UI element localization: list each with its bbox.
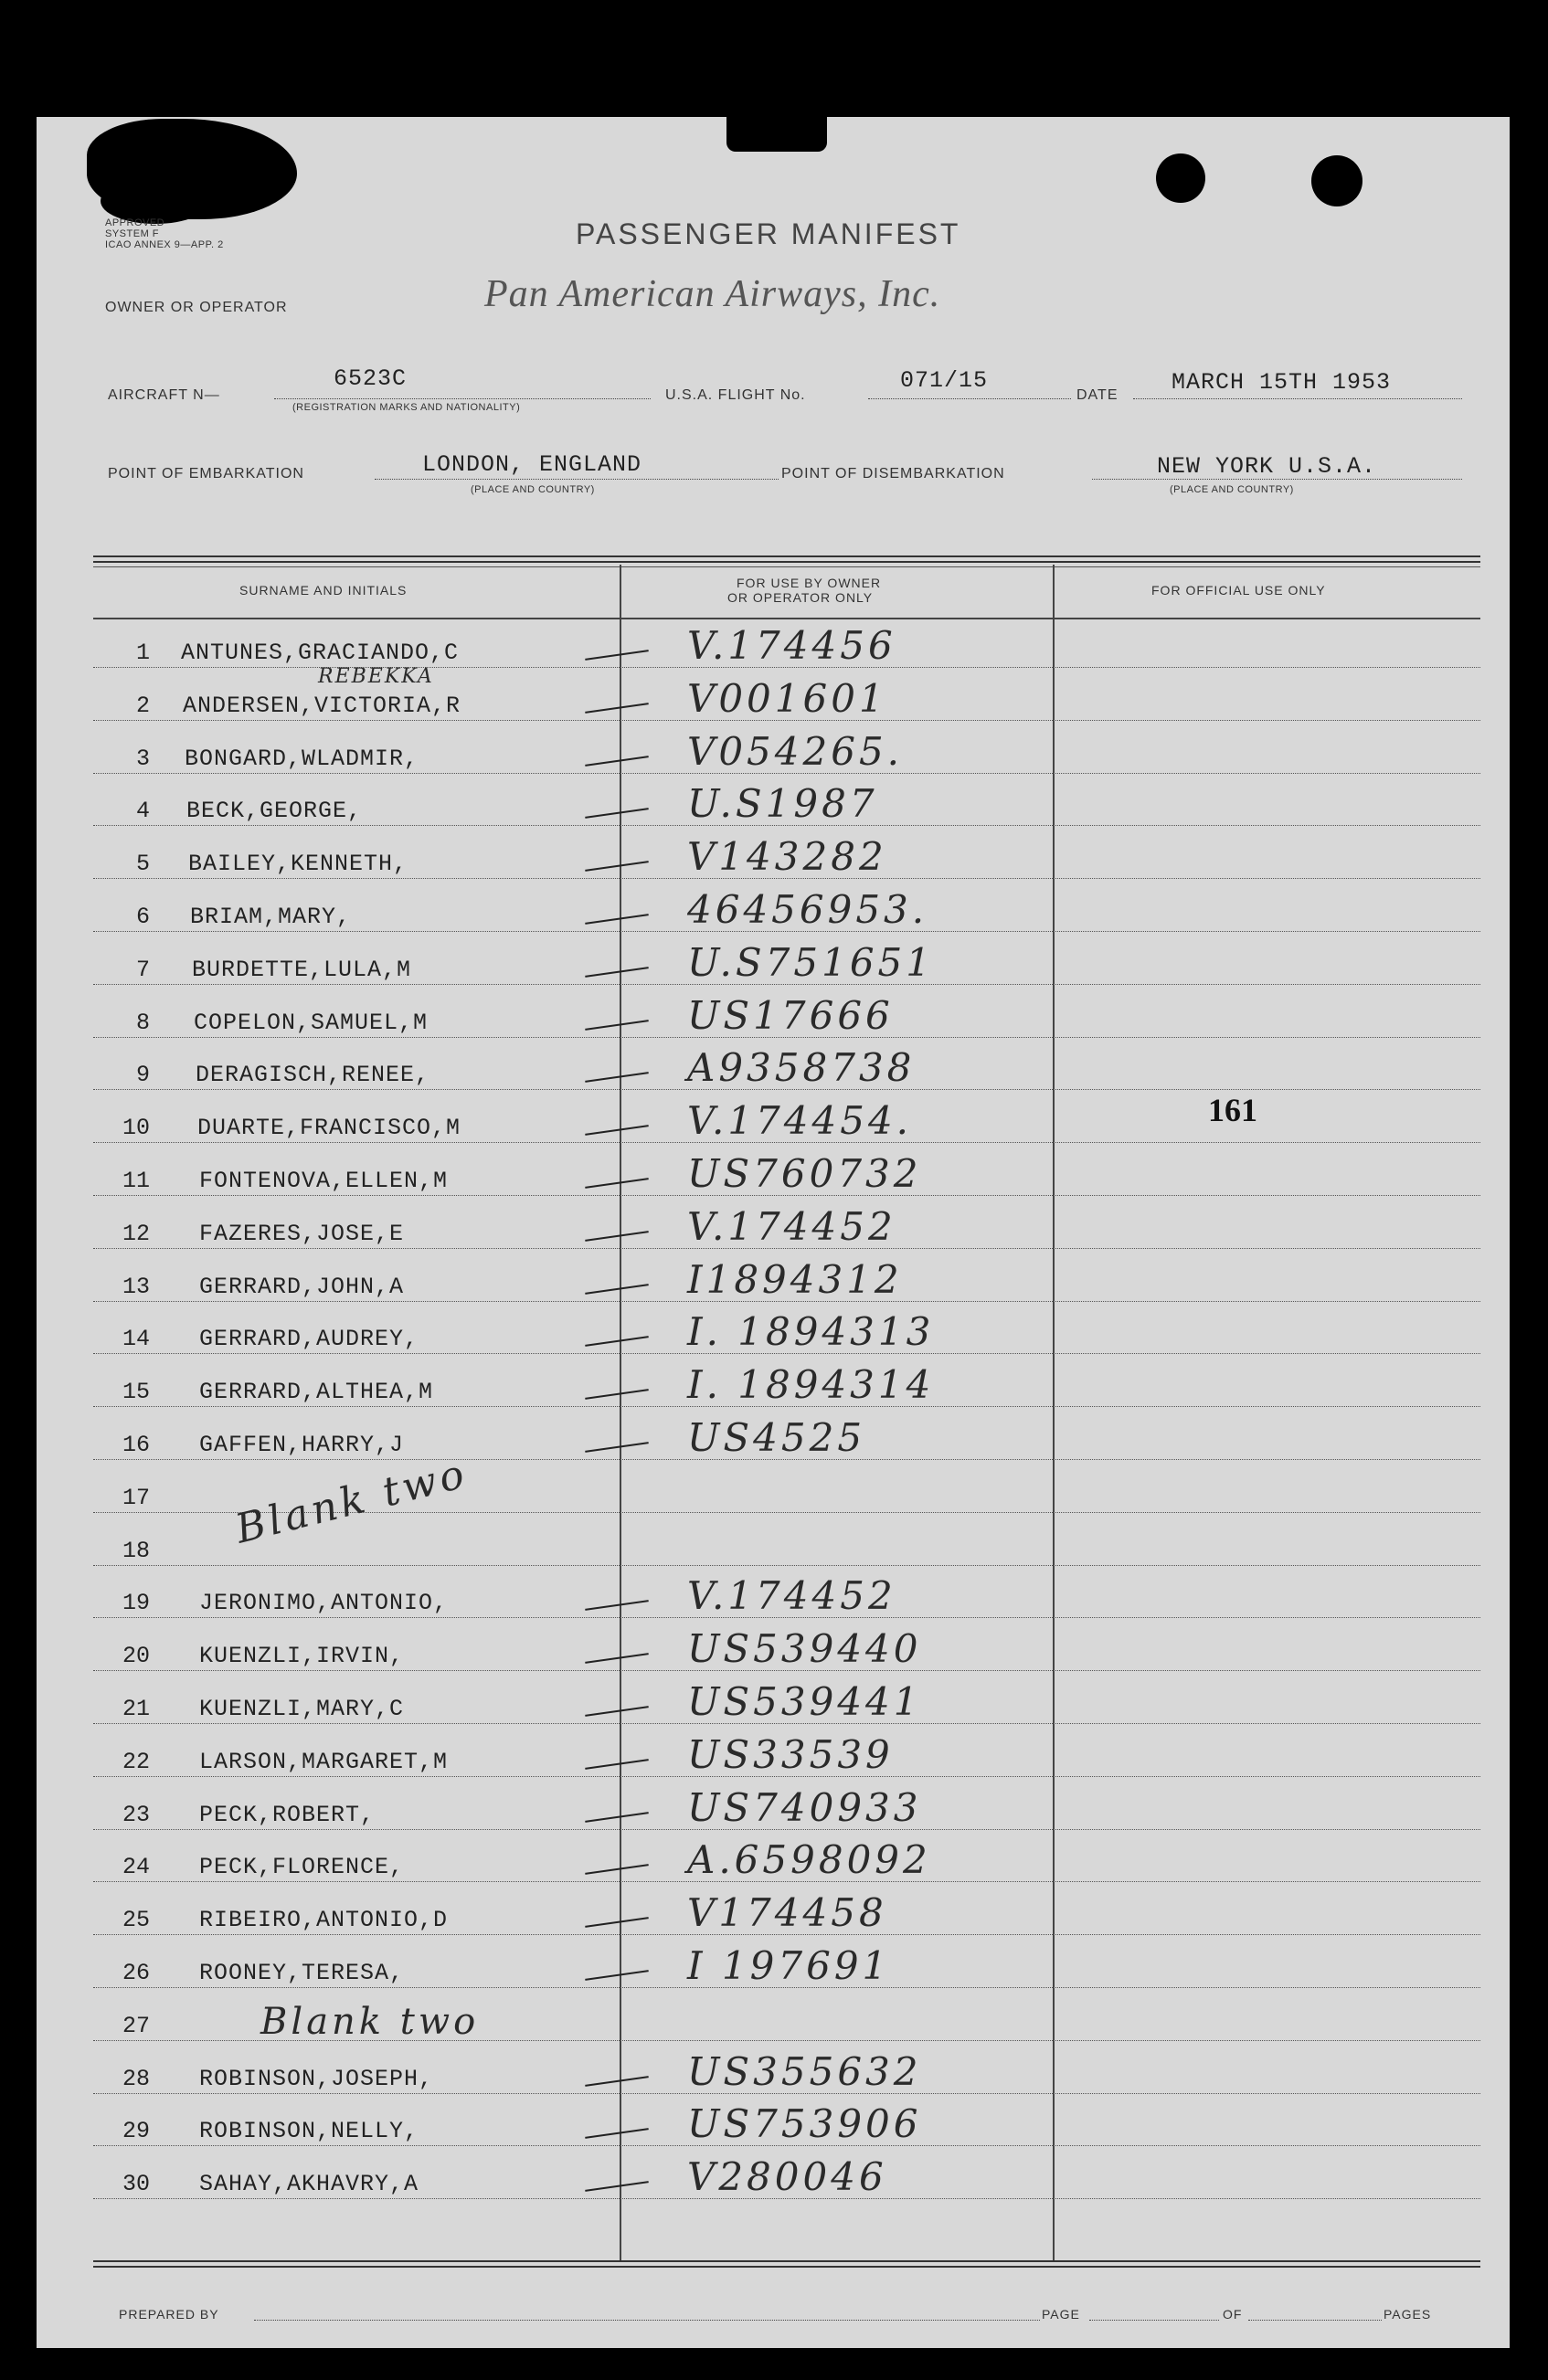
document-number: V054265. bbox=[687, 729, 904, 774]
row-number: 24 bbox=[122, 1854, 150, 1880]
row-number: 21 bbox=[122, 1696, 150, 1722]
col-header-owner-2: OR OPERATOR ONLY bbox=[727, 590, 874, 605]
document-number: V001601 bbox=[687, 676, 887, 721]
row-number: 20 bbox=[122, 1643, 150, 1669]
date-label: DATE bbox=[1076, 387, 1119, 403]
passenger-name: ROBINSON,JOSEPH, bbox=[199, 2066, 434, 2092]
row-number: 6 bbox=[135, 904, 150, 930]
document-number: U.S751651 bbox=[687, 940, 934, 985]
row-number: 26 bbox=[122, 1960, 150, 1986]
top-tab bbox=[726, 117, 827, 152]
passenger-name: BAILEY,KENNETH, bbox=[188, 851, 408, 877]
table-bottom-rule-2 bbox=[93, 2266, 1480, 2268]
document-number: A.6598092 bbox=[687, 1837, 931, 1882]
passenger-name: DERAGISCH,RENEE, bbox=[196, 1062, 430, 1088]
disembarkation-sub-label: (PLACE AND COUNTRY) bbox=[1170, 484, 1294, 495]
row-number: 19 bbox=[122, 1590, 150, 1616]
passenger-name: LARSON,MARGARET,M bbox=[199, 1749, 449, 1775]
passenger-name: FAZERES,JOSE,E bbox=[199, 1221, 405, 1247]
passenger-name: PECK,ROBERT, bbox=[199, 1802, 376, 1828]
row-number: 2 bbox=[135, 693, 150, 719]
passenger-name: GERRARD,AUDREY, bbox=[199, 1326, 419, 1352]
table-top-rule bbox=[93, 555, 1480, 557]
aircraft-value: 6523C bbox=[334, 365, 408, 392]
flight-value: 071/15 bbox=[900, 367, 989, 394]
passenger-name: ROONEY,TERESA, bbox=[199, 1960, 405, 1986]
punch-hole bbox=[1311, 155, 1362, 206]
form-approval-line-3: ICAO ANNEX 9—APP. 2 bbox=[105, 239, 224, 250]
passenger-name: ANTUNES,GRACIANDO,C bbox=[181, 640, 460, 666]
prepared-by-line bbox=[254, 2320, 1040, 2321]
passenger-name: DUARTE,FRANCISCO,M bbox=[197, 1115, 461, 1141]
passenger-name: GERRARD,ALTHEA,M bbox=[199, 1379, 434, 1405]
passenger-name: PECK,FLORENCE, bbox=[199, 1854, 405, 1880]
row-number: 12 bbox=[122, 1221, 150, 1247]
row-number: 29 bbox=[122, 2118, 150, 2144]
document-number: U.S1987 bbox=[687, 781, 878, 826]
owner-label: OWNER OR OPERATOR bbox=[105, 300, 288, 315]
passenger-name: BECK,GEORGE, bbox=[186, 798, 363, 824]
passenger-name: KUENZLI,MARY,C bbox=[199, 1696, 405, 1722]
passenger-name: BURDETTE,LULA,M bbox=[192, 957, 412, 983]
column-divider-1 bbox=[620, 565, 621, 2262]
date-value: MARCH 15TH 1953 bbox=[1172, 369, 1392, 396]
page-label: PAGE bbox=[1042, 2307, 1080, 2322]
embarkation-sub-label: (PLACE AND COUNTRY) bbox=[471, 484, 595, 495]
document-number: US753906 bbox=[687, 2101, 922, 2146]
flight-label: U.S.A. FLIGHT No. bbox=[665, 387, 806, 403]
table-top-rule-3 bbox=[93, 566, 1480, 567]
row-number: 15 bbox=[122, 1379, 150, 1405]
punch-hole bbox=[1156, 153, 1205, 203]
document-number: V.174452 bbox=[687, 1204, 896, 1249]
document-number: US539440 bbox=[687, 1626, 922, 1671]
aircraft-label: AIRCRAFT N— bbox=[108, 387, 220, 403]
passenger-name: COPELON,SAMUEL,M bbox=[194, 1010, 429, 1036]
handwritten-correction: REBEKKA bbox=[318, 665, 434, 688]
blank-rows-annotation: Blank two bbox=[230, 1450, 472, 1553]
document-number: V.174452 bbox=[687, 1573, 896, 1618]
aircraft-sub-label: (REGISTRATION MARKS AND NATIONALITY) bbox=[292, 402, 521, 413]
col-header-owner-1: FOR USE BY OWNER bbox=[737, 576, 882, 590]
company-name: Pan American Airways, Inc. bbox=[484, 273, 941, 315]
passenger-name: ANDERSEN,VICTORIA,R bbox=[183, 693, 461, 719]
passenger-name: BRIAM,MARY, bbox=[190, 904, 352, 930]
document-title: PASSENGER MANIFEST bbox=[576, 217, 961, 250]
document-number: A9358738 bbox=[687, 1045, 916, 1090]
header-bottom-rule bbox=[93, 618, 1480, 619]
row-number: 16 bbox=[122, 1432, 150, 1458]
passenger-name: FONTENOVA,ELLEN,M bbox=[199, 1168, 449, 1194]
pages-label: PAGES bbox=[1384, 2307, 1432, 2322]
embarkation-value: LONDON, ENGLAND bbox=[422, 451, 642, 478]
form-approval-line-2: SYSTEM F bbox=[105, 228, 160, 239]
row-number: 22 bbox=[122, 1749, 150, 1775]
passenger-name: ROBINSON,NELLY, bbox=[199, 2118, 419, 2144]
document-number: I. 1894314 bbox=[687, 1362, 935, 1407]
passenger-name: GERRARD,JOHN,A bbox=[199, 1274, 405, 1300]
prepared-by-label: PREPARED BY bbox=[119, 2307, 219, 2322]
document-number: V.174454. bbox=[687, 1098, 913, 1143]
passenger-name: GAFFEN,HARRY,J bbox=[199, 1432, 405, 1458]
row-number: 11 bbox=[122, 1168, 150, 1194]
col-header-official: FOR OFFICIAL USE ONLY bbox=[1151, 583, 1326, 598]
row-number: 4 bbox=[135, 798, 150, 824]
document-number: US740933 bbox=[687, 1785, 922, 1830]
row-number: 9 bbox=[135, 1062, 150, 1088]
row-number: 5 bbox=[135, 851, 150, 877]
passenger-name: KUENZLI,IRVIN, bbox=[199, 1643, 405, 1669]
row-number: 28 bbox=[122, 2066, 150, 2092]
passenger-name: RIBEIRO,ANTONIO,D bbox=[199, 1907, 449, 1933]
row-rule bbox=[93, 1565, 1480, 1566]
official-use-note: 161 bbox=[1208, 1092, 1257, 1128]
document-number: 46456953. bbox=[687, 887, 928, 932]
page-line bbox=[1089, 2320, 1219, 2321]
document-number: US4525 bbox=[687, 1415, 866, 1460]
row-number: 18 bbox=[122, 1538, 150, 1564]
flight-underline bbox=[868, 398, 1071, 399]
row-number: 8 bbox=[135, 1010, 150, 1036]
form-approval-line-1: APPROVED bbox=[105, 217, 165, 228]
row-number: 27 bbox=[122, 2013, 150, 2039]
document-number: US33539 bbox=[687, 1732, 894, 1777]
aircraft-underline bbox=[274, 398, 651, 399]
document-number: V143282 bbox=[687, 834, 887, 879]
document-number: I1894312 bbox=[687, 1257, 903, 1302]
disembarkation-label: POINT OF DISEMBARKATION bbox=[781, 466, 1005, 481]
embarkation-underline bbox=[375, 479, 779, 480]
row-number: 13 bbox=[122, 1274, 150, 1300]
embarkation-label: POINT OF EMBARKATION bbox=[108, 466, 304, 481]
of-line bbox=[1248, 2320, 1382, 2321]
passenger-name: SAHAY,AKHAVRY,A bbox=[199, 2171, 419, 2197]
row-number: 3 bbox=[135, 746, 150, 772]
document-number: V174458 bbox=[687, 1890, 887, 1935]
passenger-name: JERONIMO,ANTONIO, bbox=[199, 1590, 449, 1616]
document-number: V280046 bbox=[687, 2154, 887, 2199]
disembarkation-underline bbox=[1092, 479, 1462, 480]
row-number: 1 bbox=[135, 640, 150, 666]
document-number: US355632 bbox=[687, 2049, 922, 2094]
document-number: I. 1894313 bbox=[687, 1309, 935, 1354]
document-number: I 197691 bbox=[687, 1943, 891, 1988]
row-number: 17 bbox=[122, 1485, 150, 1511]
disembarkation-value: NEW YORK U.S.A. bbox=[1157, 453, 1377, 480]
col-header-name: SURNAME AND INITIALS bbox=[239, 583, 408, 598]
row-number: 10 bbox=[122, 1115, 150, 1141]
document-number: US539441 bbox=[687, 1679, 922, 1724]
row-number: 14 bbox=[122, 1326, 150, 1352]
table-top-rule-2 bbox=[93, 561, 1480, 563]
document-number: US17666 bbox=[687, 993, 894, 1038]
row-number: 25 bbox=[122, 1907, 150, 1933]
document-number: V.174456 bbox=[687, 623, 896, 668]
date-underline bbox=[1133, 398, 1462, 399]
row-number: 30 bbox=[122, 2171, 150, 2197]
row-number: 7 bbox=[135, 957, 150, 983]
of-label: OF bbox=[1223, 2307, 1243, 2322]
table-bottom-rule bbox=[93, 2260, 1480, 2262]
passenger-name: BONGARD,WLADMIR, bbox=[185, 746, 419, 772]
blank-row-27-annotation: Blank two bbox=[260, 2001, 480, 2043]
document-number: US760732 bbox=[687, 1151, 922, 1196]
column-divider-2 bbox=[1053, 565, 1055, 2262]
row-number: 23 bbox=[122, 1802, 150, 1828]
